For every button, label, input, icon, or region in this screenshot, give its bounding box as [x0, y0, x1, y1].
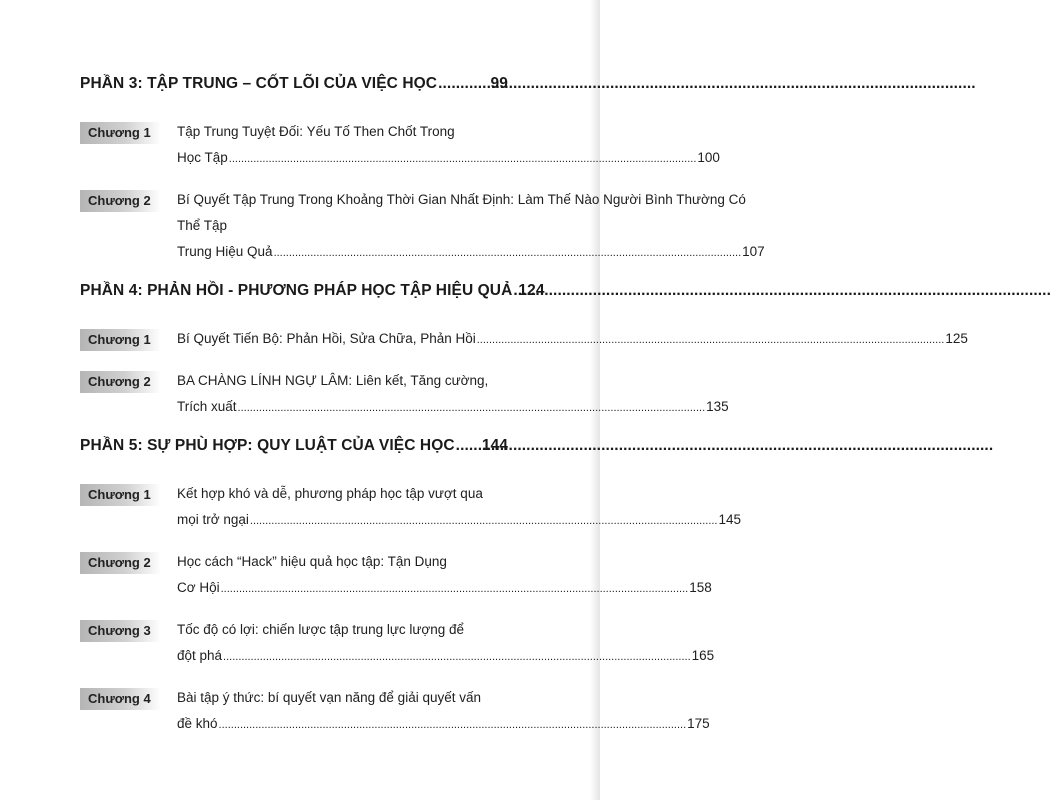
- chapter-title-last-line: [177, 507, 741, 534]
- chapter-title-end: Cơ Hội: [177, 580, 220, 595]
- dot-leader: [274, 240, 742, 266]
- chapter-label: Chương 1: [80, 329, 161, 351]
- chapter-title: [177, 119, 720, 172]
- toc-chapter-entry[interactable]: [80, 121, 720, 172]
- chapter-label: Chương 4: [80, 688, 161, 710]
- chapter-page-number: 145: [718, 512, 742, 527]
- chapter-title-lead: Kết hợp khó và dễ, phương pháp học tập vượt qua: [177, 486, 483, 501]
- dot-leader: [456, 437, 481, 455]
- chapter-title-lead: Học cách “Hack” hiệu quả học tập: Tận Dụng: [177, 554, 447, 569]
- chapter-label: Chương 2: [80, 552, 161, 574]
- chapter-label: Chương 2: [80, 371, 161, 393]
- chapter-page-number: 158: [689, 580, 712, 595]
- chapter-title-last-line: [177, 711, 710, 738]
- chapter-label: Chương 1: [80, 122, 161, 144]
- chapter-title: [177, 549, 712, 602]
- chapter-title-end: mọi trở ngại: [177, 512, 249, 527]
- chapter-title: [177, 187, 765, 266]
- toc-part-3: [80, 75, 765, 266]
- toc-chapter-entry[interactable]: [80, 370, 729, 421]
- toc-part-4: [80, 282, 968, 421]
- toc-chapter-entry[interactable]: [80, 687, 710, 738]
- dot-leader: [477, 327, 945, 353]
- part-page-number: 124: [518, 282, 545, 299]
- chapter-title-last-line: [177, 575, 712, 602]
- chapter-page-number: 107: [742, 244, 765, 259]
- chapter-list: [80, 121, 765, 266]
- part-heading[interactable]: [80, 282, 545, 306]
- toc-part-5: [80, 437, 742, 738]
- chapter-list: [80, 483, 742, 738]
- dot-leader: [219, 712, 687, 738]
- chapter-page-number: 100: [697, 150, 720, 165]
- dot-leader: [513, 282, 517, 300]
- chapter-page-number: 135: [706, 399, 729, 414]
- chapter-title-lead: Tập Trung Tuyệt Đối: Yếu Tố Then Chốt Trong: [177, 124, 455, 139]
- dot-leader: [238, 395, 706, 421]
- chapter-title-last-line: [177, 326, 968, 353]
- toc-chapter-entry[interactable]: [80, 619, 715, 670]
- dot-leader: [438, 75, 489, 93]
- chapter-title-lead: Bí Quyết Tập Trung Trong Khoảng Thời Gian Nhất Định: Làm Thế Nào Người Bình Thường Có Thể Tập: [177, 192, 746, 233]
- chapter-title-lead: Bài tập ý thức: bí quyết vạn năng để giải quyết vấn: [177, 690, 481, 705]
- chapter-title-end: Học Tập: [177, 150, 228, 165]
- toc-chapter-entry[interactable]: [80, 483, 742, 534]
- chapter-title: [177, 617, 714, 670]
- chapter-title: [177, 685, 710, 738]
- chapter-page-number: 175: [687, 716, 710, 731]
- dot-leader: [223, 644, 691, 670]
- chapter-title-last-line: [177, 239, 765, 266]
- part-title: PHẦN 5: SỰ PHÙ HỢP: QUY LUẬT CỦA VIỆC HỌC: [80, 437, 455, 454]
- chapter-list: [80, 328, 968, 421]
- toc-chapter-entry[interactable]: [80, 551, 712, 602]
- chapter-title-last-line: [177, 643, 714, 670]
- chapter-label: Chương 2: [80, 190, 161, 212]
- chapter-title-end: Bí Quyết Tiến Bộ: Phản Hồi, Sửa Chữa, Phản Hồi: [177, 331, 476, 346]
- toc-chapter-entry[interactable]: [80, 328, 968, 353]
- part-heading[interactable]: [80, 75, 508, 99]
- part-title: PHẦN 3: TẬP TRUNG – CỐT LÕI CỦA VIỆC HỌC: [80, 75, 438, 92]
- chapter-title-last-line: [177, 145, 720, 172]
- chapter-title: [177, 326, 968, 353]
- chapter-page-number: 165: [691, 648, 715, 663]
- chapter-title-end: Trích xuất: [177, 399, 237, 414]
- chapter-label: Chương 3: [80, 620, 161, 642]
- dot-leader: [221, 576, 689, 602]
- chapter-title-last-line: [177, 394, 729, 421]
- part-title: PHẦN 4: PHẢN HỒI - PHƯƠNG PHÁP HỌC TẬP HIỆU QUẢ: [80, 282, 513, 299]
- chapter-label: Chương 1: [80, 484, 161, 506]
- chapter-title-end: Trung Hiệu Quả: [177, 244, 273, 259]
- chapter-title: [177, 481, 741, 534]
- chapter-title-end: đột phá: [177, 648, 223, 663]
- chapter-title-end: đề khó: [177, 716, 218, 731]
- part-page-number: 99: [490, 75, 508, 92]
- dot-leader: [250, 508, 718, 534]
- chapter-title-lead: BA CHÀNG LÍNH NGỰ LÂM: Liên kết, Tăng cường,: [177, 373, 489, 388]
- part-heading[interactable]: [80, 437, 508, 461]
- part-page-number: 144: [481, 437, 508, 454]
- toc-chapter-entry[interactable]: [80, 189, 765, 266]
- dot-leader: [229, 146, 697, 172]
- chapter-title: [177, 368, 729, 421]
- chapter-title-lead: Tốc độ có lợi: chiến lược tập trung lực lượng để: [177, 622, 465, 637]
- chapter-page-number: 125: [945, 331, 968, 346]
